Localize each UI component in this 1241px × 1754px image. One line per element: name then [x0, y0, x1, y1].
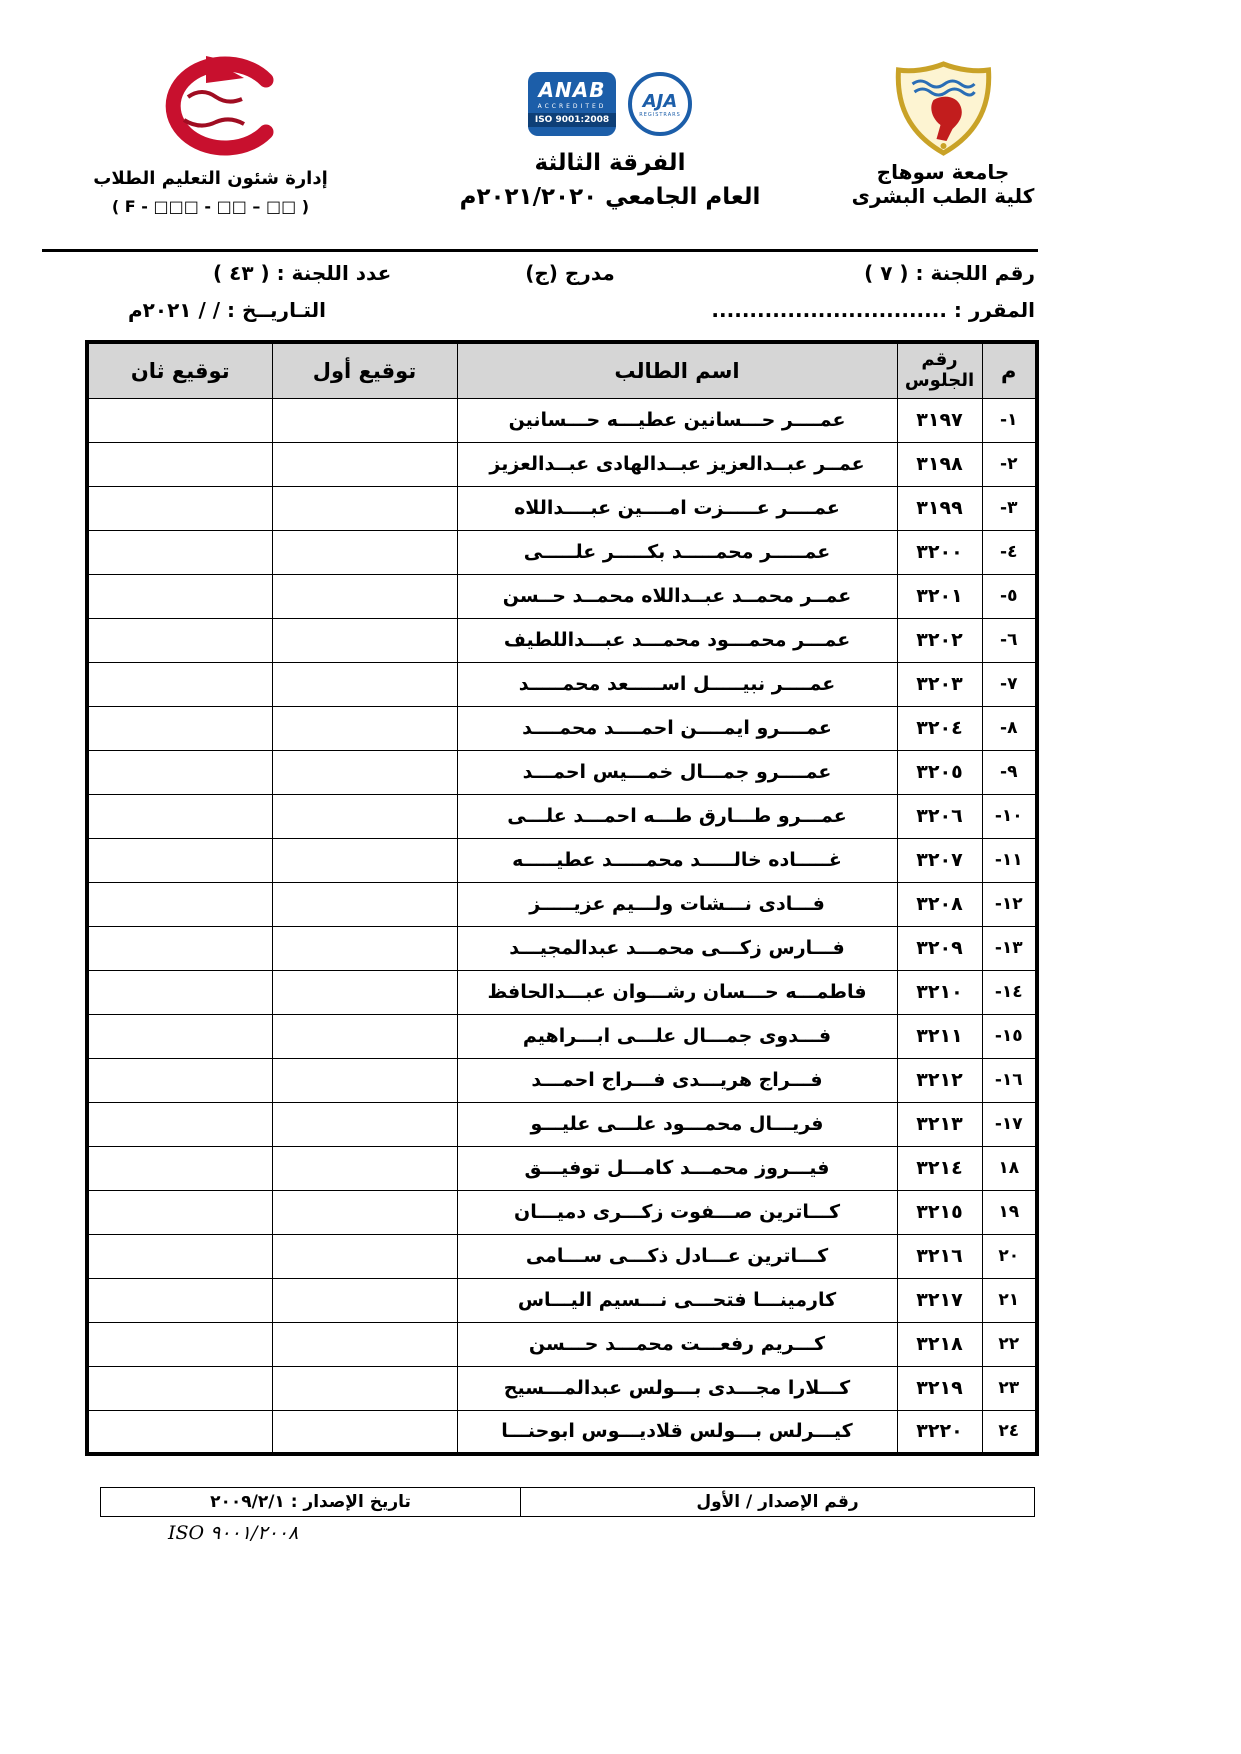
- first-signature-cell: [272, 794, 457, 838]
- table-row: [87, 486, 1037, 530]
- table-row: [87, 706, 1037, 750]
- seat-number: ٣٢١٢: [897, 1058, 982, 1102]
- row-number: ٢٣: [982, 1366, 1037, 1410]
- seat-number: ٣١٩٨: [897, 442, 982, 486]
- student-name: عمــــر حـــسانين عطيـــه حـــسانين: [457, 398, 897, 442]
- first-signature-cell: [272, 706, 457, 750]
- student-name: فريـــال محمـــود علـــى عليـــو: [457, 1102, 897, 1146]
- committee-number: رقم اللجنة : ( ٧ ): [864, 261, 1035, 285]
- seat-number: ٣١٩٧: [897, 398, 982, 442]
- first-signature-cell: [272, 882, 457, 926]
- student-name: كـــريم رفعـــت محمـــد حـــسن: [457, 1322, 897, 1366]
- row-number: ١٨: [982, 1146, 1037, 1190]
- second-signature-cell: [87, 618, 272, 662]
- seat-number: ٣٢٠٦: [897, 794, 982, 838]
- first-signature-cell: [272, 398, 457, 442]
- table-row: [87, 1278, 1037, 1322]
- seat-number: ٣٢١٧: [897, 1278, 982, 1322]
- table-row: [87, 1322, 1037, 1366]
- table-row: [87, 530, 1037, 574]
- student-name: فيـــروز محمـــد كامـــل توفيـــق: [457, 1146, 897, 1190]
- second-signature-cell: [87, 1234, 272, 1278]
- table-row: [87, 1146, 1037, 1190]
- faculty-crescent-logo: [118, 52, 303, 160]
- row-number: ٩-: [982, 750, 1037, 794]
- table-row: [87, 442, 1037, 486]
- student-name: كـــاترين صـــفوت زكـــرى دميـــان: [457, 1190, 897, 1234]
- title-block: [420, 72, 800, 210]
- first-signature-cell: [272, 1190, 457, 1234]
- table-row: [87, 398, 1037, 442]
- first-signature-cell: [272, 442, 457, 486]
- second-signature-cell: [87, 1322, 272, 1366]
- student-name: غـــــاده خالـــــد محمـــــد عطيـــــه: [457, 838, 897, 882]
- row-number: ٢٢: [982, 1322, 1037, 1366]
- table-row: [87, 1410, 1037, 1454]
- table-row: [87, 750, 1037, 794]
- seat-number: ٣٢١٠: [897, 970, 982, 1014]
- certification-logos: [420, 72, 800, 136]
- table-row: [87, 838, 1037, 882]
- second-signature-cell: [87, 1410, 272, 1454]
- student-name: كـــاترين عـــادل ذكـــى ســـامى: [457, 1234, 897, 1278]
- student-roster-table: [85, 340, 1039, 1456]
- aja-logo-text: AJA: [642, 90, 678, 112]
- seat-number: ٣٢٠٤: [897, 706, 982, 750]
- student-name: فاطمـــه حـــسان رشـــوان عبـــدالحافظ: [457, 970, 897, 1014]
- row-number: ٦-: [982, 618, 1037, 662]
- row-number: ١٤-: [982, 970, 1037, 1014]
- second-signature-cell: [87, 1058, 272, 1102]
- seat-number: ٣٢١٤: [897, 1146, 982, 1190]
- table-row: [87, 1102, 1037, 1146]
- seat-number: ٣٢١٥: [897, 1190, 982, 1234]
- header-divider: [42, 249, 1038, 252]
- seat-number: ٣٢١٨: [897, 1322, 982, 1366]
- student-name: عمــــرو جمـــال خمـــيس احمـــد: [457, 750, 897, 794]
- student-name: كيـــرلس بـــولس قلاديـــوس ابوحنـــا: [457, 1410, 897, 1454]
- student-name: فـــراج هريـــدى فـــراج احمـــد: [457, 1058, 897, 1102]
- col-header-second-signature: توقيع ثان: [87, 342, 272, 398]
- first-signature-cell: [272, 926, 457, 970]
- anab-logo-text: ANAB: [538, 78, 606, 102]
- first-signature-cell: [272, 1410, 457, 1454]
- second-signature-cell: [87, 1278, 272, 1322]
- student-name: عمــــرو ايمــــن احمــــد محمــــد: [457, 706, 897, 750]
- seat-number: ٣٢٠٨: [897, 882, 982, 926]
- anab-logo: [528, 72, 616, 136]
- second-signature-cell: [87, 398, 272, 442]
- table-row: [87, 1366, 1037, 1410]
- second-signature-cell: [87, 970, 272, 1014]
- first-signature-cell: [272, 1102, 457, 1146]
- student-name: عمــر محمــد عبــداللاه محمــد حــسن: [457, 574, 897, 618]
- date-field: التـاريــخ : / / ٢٠٢١م: [128, 298, 326, 322]
- second-signature-cell: [87, 750, 272, 794]
- first-signature-cell: [272, 486, 457, 530]
- first-signature-cell: [272, 662, 457, 706]
- table-row: [87, 1190, 1037, 1234]
- table-row: [87, 794, 1037, 838]
- department-block: [88, 52, 333, 216]
- seat-number: ٣٢١١: [897, 1014, 982, 1058]
- first-signature-cell: [272, 618, 457, 662]
- table-row: [87, 618, 1037, 662]
- second-signature-cell: [87, 1146, 272, 1190]
- student-name: فـــارس زكـــى محمـــد عبدالمجيـــد: [457, 926, 897, 970]
- second-signature-cell: [87, 1014, 272, 1058]
- aja-logo: [628, 72, 692, 136]
- issue-date: تاريخ الإصدار : ٢٠٠٩/٢/١: [100, 1487, 520, 1517]
- col-header-first-signature: توقيع أول: [272, 342, 457, 398]
- student-name: عمــــر عـــــزت امــــين عبــــداللاه: [457, 486, 897, 530]
- roster-body: [87, 398, 1037, 1454]
- col-header-number: م: [982, 342, 1037, 398]
- table-row: [87, 662, 1037, 706]
- iso-certification-text: ISO ٩٠٠١/٢٠٠٨: [168, 1522, 299, 1544]
- anab-accredited-text: ACCREDITED: [537, 103, 607, 110]
- table-row: [87, 1014, 1037, 1058]
- row-number: ٢٤: [982, 1410, 1037, 1454]
- first-signature-cell: [272, 530, 457, 574]
- first-signature-cell: [272, 1058, 457, 1102]
- row-number: ٢٠: [982, 1234, 1037, 1278]
- row-number: ٢١: [982, 1278, 1037, 1322]
- student-name: كارمينـــا فتحـــى نـــسيم اليـــاس: [457, 1278, 897, 1322]
- issue-number: رقم الإصدار / الأول: [520, 1487, 1035, 1517]
- second-signature-cell: [87, 574, 272, 618]
- student-name: عمـــر محمـــود محمـــد عبـــداللطيف: [457, 618, 897, 662]
- student-name: فـــدوى جمـــال علـــى ابـــراهيم: [457, 1014, 897, 1058]
- table-row: [87, 1234, 1037, 1278]
- row-number: ٢-: [982, 442, 1037, 486]
- university-name: جامعة سوهاج: [876, 160, 1010, 184]
- first-signature-cell: [272, 1278, 457, 1322]
- university-shield-logo: [886, 60, 1001, 156]
- col-header-student-name: اسم الطالب: [457, 342, 897, 398]
- first-signature-cell: [272, 1146, 457, 1190]
- second-signature-cell: [87, 794, 272, 838]
- university-block: [848, 60, 1038, 208]
- hall-name: مدرج (ج): [525, 261, 615, 285]
- row-number: ١٢-: [982, 882, 1037, 926]
- first-signature-cell: [272, 1014, 457, 1058]
- grade-title: الفرقة الثالثة: [534, 150, 686, 176]
- second-signature-cell: [87, 1190, 272, 1234]
- col-header-seat-number: رقم الجلوس: [897, 342, 982, 398]
- student-name: كـــلارا مجـــدى بـــولس عبدالمـــسيح: [457, 1366, 897, 1410]
- seat-number: ٣٢٠٣: [897, 662, 982, 706]
- second-signature-cell: [87, 662, 272, 706]
- row-number: ١٥-: [982, 1014, 1037, 1058]
- student-name: عمــــر نبيـــــل اســـــعد محمـــــد: [457, 662, 897, 706]
- academic-year-title: العام الجامعي ٢٠٢١/٢٠٢٠م: [459, 184, 761, 210]
- seat-number: ٣٢٠١: [897, 574, 982, 618]
- seat-number: ٣٢١٩: [897, 1366, 982, 1410]
- first-signature-cell: [272, 1366, 457, 1410]
- department-name: إدارة شئون التعليم الطلاب: [93, 168, 328, 189]
- table-header-row: [87, 342, 1037, 398]
- row-number: ٤-: [982, 530, 1037, 574]
- second-signature-cell: [87, 838, 272, 882]
- row-number: ١٦-: [982, 1058, 1037, 1102]
- row-number: ١٠-: [982, 794, 1037, 838]
- seat-number: ٣٢١٦: [897, 1234, 982, 1278]
- course-field: المقرر : ...............................: [711, 298, 1035, 322]
- row-number: ٣-: [982, 486, 1037, 530]
- seat-number: ٣٢١٣: [897, 1102, 982, 1146]
- first-signature-cell: [272, 750, 457, 794]
- student-name: عمــر عبــدالعزيز عبــدالهادى عبــدالعزيز: [457, 442, 897, 486]
- student-name: عمـــرو طـــارق طـــه احمـــد علـــى: [457, 794, 897, 838]
- row-number: ١٧-: [982, 1102, 1037, 1146]
- seat-number: ٣١٩٩: [897, 486, 982, 530]
- anab-iso-text: ISO 9001:2008: [528, 113, 616, 127]
- second-signature-cell: [87, 926, 272, 970]
- row-number: ١-: [982, 398, 1037, 442]
- seat-number: ٣٢٠٥: [897, 750, 982, 794]
- table-row: [87, 1058, 1037, 1102]
- seat-number: ٣٢٠٠: [897, 530, 982, 574]
- row-number: ١١-: [982, 838, 1037, 882]
- seat-number: ٣٢٠٧: [897, 838, 982, 882]
- second-signature-cell: [87, 882, 272, 926]
- faculty-name: كلية الطب البشرى: [851, 184, 1035, 208]
- first-signature-cell: [272, 838, 457, 882]
- first-signature-cell: [272, 970, 457, 1014]
- first-signature-cell: [272, 1234, 457, 1278]
- student-name: عمـــــر محمـــــد بكـــــر علـــــى: [457, 530, 897, 574]
- page-footer: [100, 1487, 1035, 1517]
- form-code: ( F - □□□ - □□ – □□ ): [111, 197, 310, 216]
- table-row: [87, 926, 1037, 970]
- seat-number: ٣٢٠٩: [897, 926, 982, 970]
- second-signature-cell: [87, 530, 272, 574]
- second-signature-cell: [87, 1102, 272, 1146]
- first-signature-cell: [272, 1322, 457, 1366]
- row-number: ٥-: [982, 574, 1037, 618]
- row-number: ١٩: [982, 1190, 1037, 1234]
- table-row: [87, 574, 1037, 618]
- first-signature-cell: [272, 574, 457, 618]
- second-signature-cell: [87, 706, 272, 750]
- seat-number: ٣٢٠٢: [897, 618, 982, 662]
- aja-registrars-text: REGISTRARS: [639, 111, 681, 118]
- second-signature-cell: [87, 1366, 272, 1410]
- table-row: [87, 970, 1037, 1014]
- row-number: ٧-: [982, 662, 1037, 706]
- second-signature-cell: [87, 442, 272, 486]
- second-signature-cell: [87, 486, 272, 530]
- student-name: فـــادى نـــشات ولـــيم عزيـــــز: [457, 882, 897, 926]
- row-number: ١٣-: [982, 926, 1037, 970]
- table-row: [87, 882, 1037, 926]
- row-number: ٨-: [982, 706, 1037, 750]
- committee-count: عدد اللجنة : ( ٤٣ ): [213, 261, 392, 285]
- seat-number: ٣٢٢٠: [897, 1410, 982, 1454]
